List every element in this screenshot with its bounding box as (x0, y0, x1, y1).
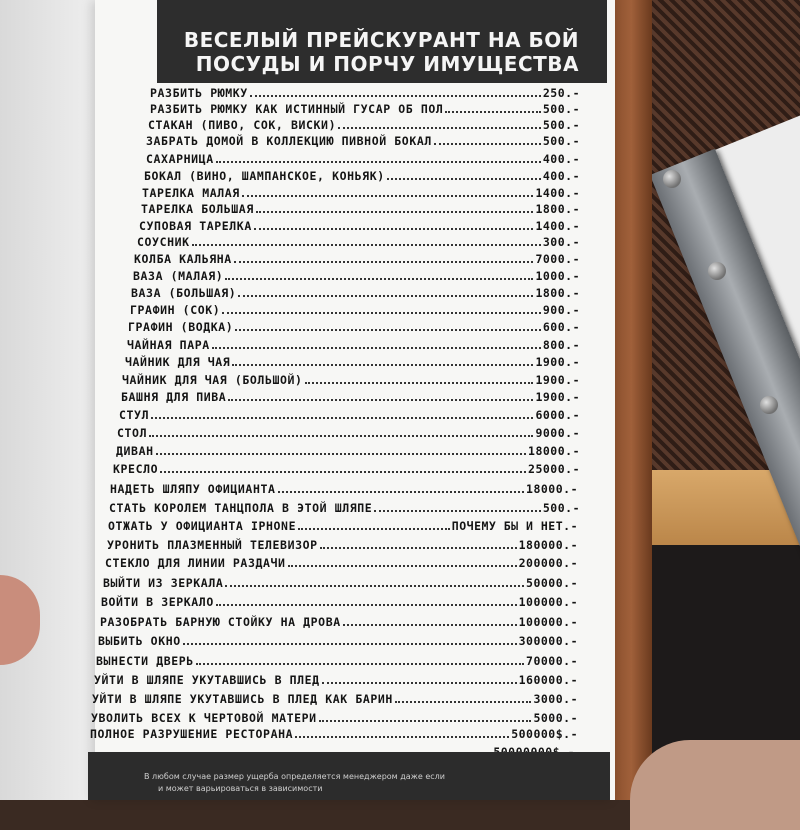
item-name: ВАЗА (БОЛЬШАЯ) (131, 286, 237, 300)
item-name: СОУСНИК (137, 235, 190, 249)
item-name: ПОЛНОЕ РАЗРУШЕНИЕ РЕСТОРАНА (90, 727, 294, 741)
item-name: УРОНИТЬ ПЛАЗМЕННЫЙ ТЕЛЕВИЗОР (107, 538, 318, 552)
item-name: ЧАЙНАЯ ПАРА (127, 338, 210, 352)
leader-dots (234, 261, 534, 263)
item-price: 1400.- (535, 186, 580, 200)
price-list-row (96, 652, 578, 668)
footer-line-1: В любом случае размер ущерба определяется менеджером даже если (144, 772, 445, 781)
item-name: ЧАЙНИК ДЛЯ ЧАЯ (БОЛЬШОЙ) (122, 373, 303, 387)
leader-dots (387, 178, 541, 180)
item-price: 500.- (542, 134, 580, 148)
item-price: 50000.- (526, 576, 578, 590)
item-price: 1900.- (535, 390, 580, 404)
price-list-row (125, 353, 580, 369)
item-price: 9000.- (535, 426, 580, 440)
price-list-row (110, 480, 578, 496)
item-name: СТАТЬ КОРОЛЕМ ТАНЦПОЛА В ЭТОЙ ШЛЯПЕ (109, 501, 373, 515)
item-name: ТАРЕЛКА МАЛАЯ (142, 186, 240, 200)
title-line-2: ПОСУДЫ И ПОРЧУ ИМУЩЕСТВА (195, 52, 579, 76)
item-price: 600.- (542, 320, 580, 334)
price-list-row (101, 593, 578, 609)
item-name: УВОЛИТЬ ВСЕХ К ЧЕРТОВОЙ МАТЕРИ (91, 711, 317, 725)
item-name: ВАЗА (МАЛАЯ) (133, 269, 224, 283)
leader-dots (319, 720, 532, 722)
item-price: 3000.- (533, 692, 578, 706)
leader-dots (212, 347, 541, 349)
item-name: БОКАЛ (ВИНО, ШАМПАНСКОЕ, КОНЬЯК) (144, 169, 385, 183)
leader-dots (242, 195, 534, 197)
item-price: ПОЧЕМУ БЫ И НЕТ.- (451, 519, 578, 533)
price-list-row (150, 100, 580, 116)
item-price: 300.- (542, 235, 580, 249)
price-list-row (103, 574, 578, 590)
price-list-row (134, 250, 580, 266)
item-price: 500.- (542, 102, 580, 116)
item-price: 200000.- (518, 556, 578, 570)
price-list-row (100, 613, 578, 629)
item-name: РАЗБИТЬ РЮМКУ (150, 86, 248, 100)
price-list-row (131, 284, 580, 300)
leader-dots (395, 701, 532, 703)
price-list-row (108, 517, 578, 533)
leader-dots (216, 161, 541, 163)
leader-dots (445, 111, 540, 113)
price-list-row (137, 233, 580, 249)
price-list-row (142, 184, 580, 200)
leader-dots (320, 547, 517, 549)
item-name: БАШНЯ ДЛЯ ПИВА (121, 390, 227, 404)
item-price: 1900.- (535, 355, 580, 369)
price-list-row (148, 116, 580, 132)
price-list-row (113, 460, 580, 476)
leader-dots (322, 682, 517, 684)
item-name: ВЫНЕСТИ ДВЕРЬ (96, 654, 194, 668)
item-name: НАДЕТЬ ШЛЯПУ ОФИЦИАНТА (110, 482, 276, 496)
price-list-row (91, 709, 578, 725)
leader-dots (278, 491, 525, 493)
price-list-row (109, 499, 580, 515)
item-price: 25000.- (528, 462, 580, 476)
item-price: 18000.- (528, 444, 580, 458)
leader-dots (228, 399, 533, 401)
leader-dots (305, 382, 534, 384)
item-name: УЙТИ В ШЛЯПЕ УКУТАВШИСЬ В ПЛЕД (94, 673, 320, 687)
item-price: 5000.- (533, 711, 578, 725)
item-name: СУПОВАЯ ТАРЕЛКА (139, 219, 252, 233)
leader-dots (343, 624, 517, 626)
leader-dots (256, 211, 534, 213)
leader-dots (183, 643, 517, 645)
leader-dots (288, 565, 517, 567)
item-name: СТАКАН (ПИВО, СОК, ВИСКИ) (148, 118, 337, 132)
leader-dots (298, 528, 450, 530)
price-list-row (119, 406, 580, 422)
item-price: 6000.- (535, 408, 580, 422)
item-name: ЗАБРАТЬ ДОМОЙ В КОЛЛЕКЦИЮ ПИВНОЙ БОКАЛ (146, 134, 432, 148)
price-list-row (141, 200, 580, 216)
item-price: 500.- (542, 501, 580, 515)
item-name: ЧАЙНИК ДЛЯ ЧАЯ (125, 355, 231, 369)
leader-dots (196, 663, 524, 665)
price-list-row (150, 84, 580, 100)
price-list-row (146, 132, 580, 148)
item-price: 1800.- (535, 202, 580, 216)
item-price: 500.- (542, 118, 580, 132)
leader-dots (254, 228, 534, 230)
leader-dots (222, 312, 541, 314)
title-banner (157, 0, 607, 83)
item-name: ГРАФИН (СОК) (130, 303, 221, 317)
leader-dots (338, 127, 541, 129)
item-price: 160000.- (518, 673, 578, 687)
item-name: УЙТИ В ШЛЯПЕ УКУТАВШИСЬ В ПЛЕД КАК БАРИН (92, 692, 393, 706)
item-price: 100000.- (518, 615, 578, 629)
leader-dots (225, 278, 533, 280)
price-list-row (127, 336, 580, 352)
footer-note (88, 752, 610, 800)
price-list-row (139, 217, 580, 233)
price-list (0, 80, 800, 760)
item-price: 100000.- (518, 595, 578, 609)
item-name: ОТЖАТЬ У ОФИЦИАНТА IPHONE (108, 519, 297, 533)
item-price: 500000$.- (511, 727, 578, 741)
item-name: ДИВАН (116, 444, 154, 458)
price-list-row (116, 442, 580, 458)
price-list-row (92, 690, 578, 706)
item-price: 18000.- (526, 482, 578, 496)
price-list-row (117, 424, 580, 440)
leader-dots (250, 95, 541, 97)
leader-dots (434, 143, 541, 145)
item-price: 400.- (542, 169, 580, 183)
item-name: СТУЛ (119, 408, 150, 422)
price-list-row (128, 318, 580, 334)
price-list-row (90, 725, 578, 741)
item-price: 1400.- (535, 219, 580, 233)
leader-dots (238, 295, 533, 297)
item-price: 250.- (542, 86, 580, 100)
price-list-row (107, 536, 578, 552)
item-name: ВЫБИТЬ ОКНО (98, 634, 181, 648)
price-list-row (130, 301, 580, 317)
leader-dots (232, 364, 533, 366)
item-name: ТАРЕЛКА БОЛЬШАЯ (141, 202, 254, 216)
item-price: 180000.- (518, 538, 578, 552)
leader-dots (374, 510, 541, 512)
price-list-row (122, 371, 580, 387)
leader-dots (216, 604, 517, 606)
price-list-row (133, 267, 580, 283)
leader-dots (149, 435, 533, 437)
item-name: ВОЙТИ В ЗЕРКАЛО (101, 595, 214, 609)
item-price: 1900.- (535, 373, 580, 387)
price-list-row (146, 150, 580, 166)
item-price: 70000.- (526, 654, 578, 668)
item-name: КОЛБА КАЛЬЯНА (134, 252, 232, 266)
item-price: 1800.- (535, 286, 580, 300)
item-name: СТОЛ (117, 426, 148, 440)
leader-dots (295, 736, 509, 738)
item-name: ВЫЙТИ ИЗ ЗЕРКАЛА (103, 576, 224, 590)
price-list-row (94, 671, 578, 687)
item-price: 800.- (542, 338, 580, 352)
item-name: СТЕКЛО ДЛЯ ЛИНИИ РАЗДАЧИ (105, 556, 286, 570)
price-list-row (98, 632, 578, 648)
price-list-row (144, 167, 580, 183)
item-name: САХАРНИЦА (146, 152, 214, 166)
item-name: РАЗОБРАТЬ БАРНУЮ СТОЙКУ НА ДРОВА (100, 615, 341, 629)
title-line-1: ВЕСЕЛЫЙ ПРЕЙСКУРАНТ НА БОЙ (183, 28, 579, 52)
price-list-row (121, 388, 580, 404)
footer-line-2: и может варьироваться в зависимости (158, 784, 323, 793)
leader-dots (225, 585, 524, 587)
leader-dots (156, 453, 526, 455)
leader-dots (151, 417, 533, 419)
item-name: КРЕСЛО (113, 462, 159, 476)
item-name: РАЗБИТЬ РЮМКУ КАК ИСТИННЫЙ ГУСАР ОБ ПОЛ (150, 102, 444, 116)
item-price: 1000.- (535, 269, 580, 283)
leader-dots (192, 244, 541, 246)
item-price: 300000.- (518, 634, 578, 648)
item-price: 400.- (542, 152, 580, 166)
item-name: ГРАФИН (ВОДКА) (128, 320, 234, 334)
item-price: 7000.- (535, 252, 580, 266)
leader-dots (160, 471, 526, 473)
leader-dots (235, 329, 541, 331)
price-list-row (105, 554, 578, 570)
item-price: 900.- (542, 303, 580, 317)
